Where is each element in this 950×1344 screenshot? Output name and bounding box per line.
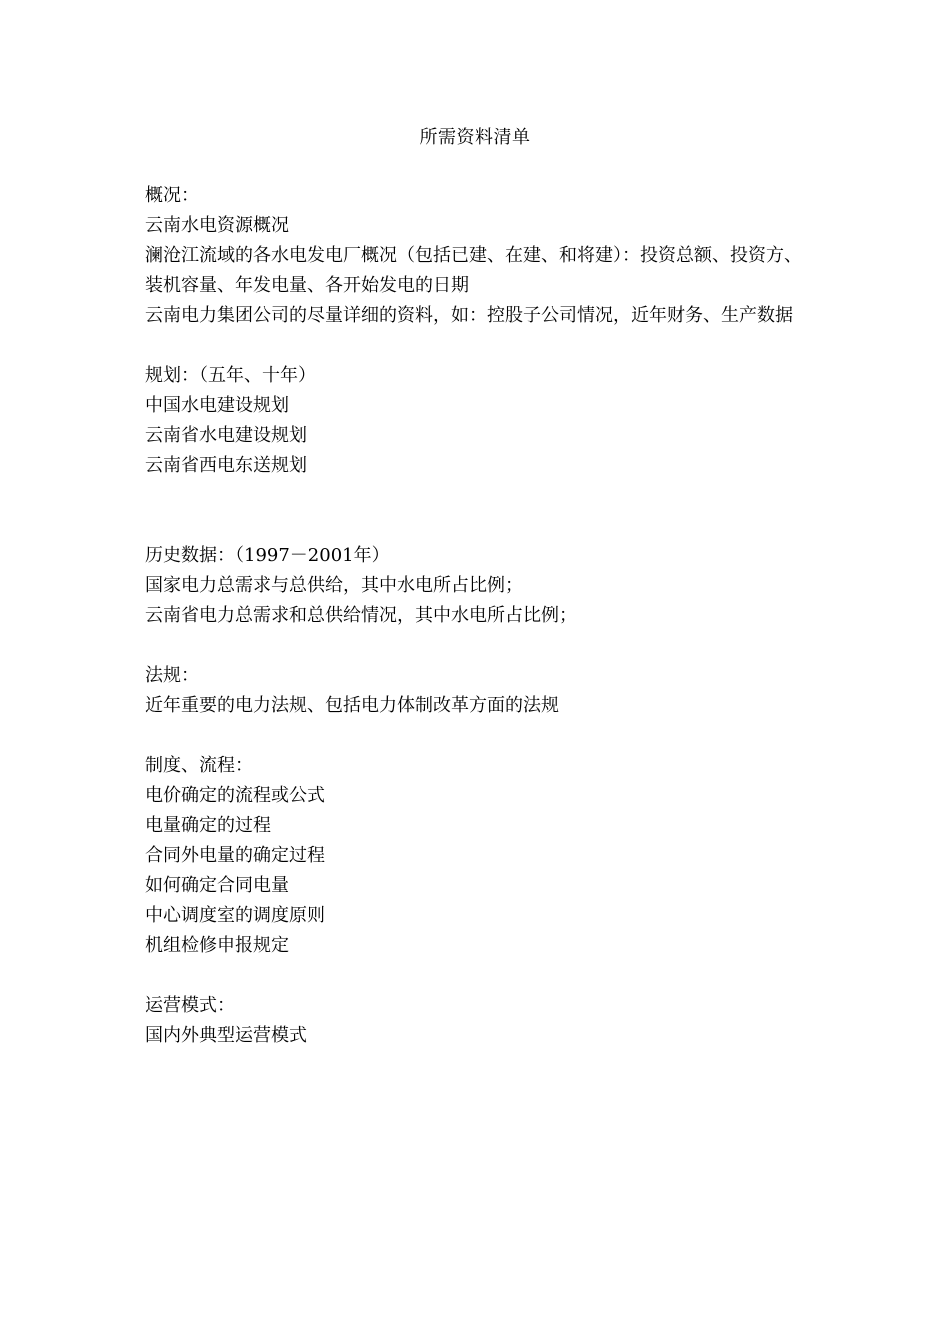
list-item: 机组检修申报规定: [145, 935, 289, 956]
section-planning: [145, 361, 815, 481]
list-item: 澜沧江流域的各水电发电厂概况（包括已建、在建、和将建）：投资总额、投资方、装机容量、年发电量、各开始发电的日期: [145, 245, 802, 296]
section-heading: 历史数据：（1997－2001年）: [145, 545, 390, 566]
list-item: 云南电力集团公司的尽量详细的资料，如：控股子公司情况，近年财务、生产数据: [145, 305, 793, 326]
section-operation-mode: [145, 991, 815, 1051]
document-body: [145, 181, 815, 1051]
list-item: 国内外典型运营模式: [145, 1025, 307, 1046]
document-title: 所需资料清单: [419, 127, 531, 148]
list-item: 中国水电建设规划: [145, 395, 289, 416]
section-spacer: [145, 331, 815, 361]
section-heading: 概况：: [145, 185, 199, 206]
list-item: 近年重要的电力法规、包括电力体制改革方面的法规: [145, 695, 559, 716]
section-spacer: [145, 961, 815, 991]
section-heading: 法规：: [145, 665, 199, 686]
section-heading: 制度、流程：: [145, 755, 253, 776]
list-item: 国家电力总需求与总供给，其中水电所占比例；: [145, 575, 523, 596]
section-history-data: [145, 541, 815, 631]
list-item: 云南省西电东送规划: [145, 455, 307, 476]
section-overview: [145, 181, 815, 331]
list-item: 电价确定的流程或公式: [145, 785, 325, 806]
list-item: 电量确定的过程: [145, 815, 271, 836]
section-heading: 规划：（五年、十年）: [145, 365, 316, 386]
section-spacer: [145, 631, 815, 661]
list-item: 中心调度室的调度原则: [145, 905, 325, 926]
section-spacer: [145, 481, 815, 541]
list-item: 合同外电量的确定过程: [145, 845, 325, 866]
list-item: 如何确定合同电量: [145, 875, 289, 896]
list-item: 云南省水电建设规划: [145, 425, 307, 446]
section-spacer: [145, 721, 815, 751]
section-heading: 运营模式：: [145, 995, 235, 1016]
section-regulations: [145, 661, 815, 721]
list-item: 云南省电力总需求和总供给情况，其中水电所占比例；: [145, 605, 577, 626]
section-process: [145, 751, 815, 961]
list-item: 云南水电资源概况: [145, 215, 289, 236]
